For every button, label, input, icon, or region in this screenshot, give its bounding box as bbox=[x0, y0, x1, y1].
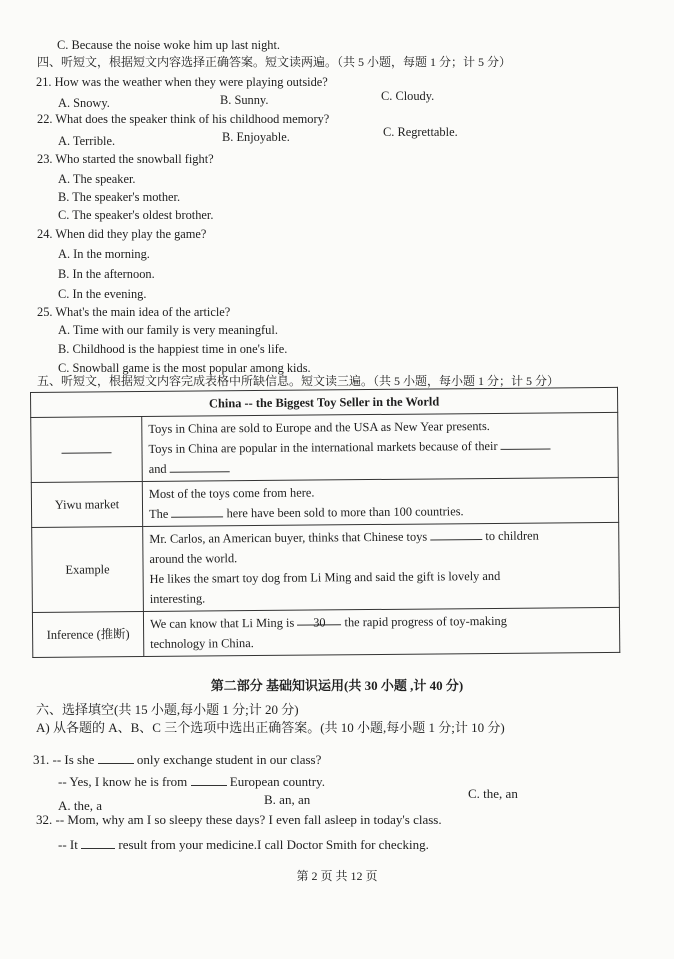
table-row bbox=[32, 522, 620, 612]
question-31-option-c: C. the, an bbox=[468, 786, 518, 801]
question-31-line-1: 31. -- Is she only exchange student in our class? bbox=[33, 752, 322, 767]
question-25: 25. What's the main idea of the article? bbox=[37, 305, 231, 319]
question-24-option-a: A. In the morning. bbox=[58, 247, 150, 261]
cell-text: Toys in China are popular in the international markets because of their bbox=[148, 435, 611, 459]
question-23-option-c: C. The speaker's oldest brother. bbox=[58, 208, 214, 222]
question-22-option-b: B. Enjoyable. bbox=[222, 130, 290, 144]
question-25-option-b: B. Childhood is the happiest time in one's life. bbox=[58, 342, 288, 356]
cell-text: Mr. Carlos, an American buyer, thinks that Chinese toys to children bbox=[149, 528, 539, 546]
question-21-option-b: B. Sunny. bbox=[220, 93, 269, 107]
answer-blank[interactable] bbox=[98, 751, 134, 764]
answer-blank[interactable] bbox=[501, 436, 551, 449]
question-32-line-1: 32. -- Mom, why am I so sleepy these days? I even fall asleep in today's class. bbox=[36, 812, 442, 827]
answer-blank[interactable] bbox=[171, 504, 223, 517]
section-5-header: 五、听短文，根据短文内容完成表格中所缺信息。短文读三遍。（共 5 小题，每小题 1 分；计 5 分） bbox=[37, 374, 560, 388]
section-4-header: 四、听短文，根据短文内容选择正确答案。短文读两遍。（共 5 小题，每题 1 分；计 5 分） bbox=[37, 55, 512, 69]
table-row-label-blank bbox=[31, 417, 143, 483]
table-row bbox=[31, 477, 618, 527]
cell-text: The here have been sold to more than 100 countries. bbox=[149, 504, 464, 521]
table-cell bbox=[142, 477, 618, 526]
question-25-option-c: C. Snowball game is the most popular among kids. bbox=[58, 361, 311, 375]
part-2-title: 第二部分 基础知识运用(共 30 小题 ,计 40 分) bbox=[210, 678, 464, 693]
table-row bbox=[32, 607, 619, 657]
cell-text: We can know that Li Ming is 30 the rapid progress of toy-making bbox=[149, 613, 507, 631]
question-23: 23. Who started the snowball fight? bbox=[37, 152, 214, 166]
question-32-line-2: -- It result from your medicine.I call Doctor Smith for checking. bbox=[58, 837, 429, 852]
question-22-option-a: A. Terrible. bbox=[58, 134, 116, 148]
cell-text: interesting. bbox=[149, 591, 206, 606]
question-22: 22. What does the speaker think of his childhood memory? bbox=[37, 112, 330, 126]
page-footer: 第 2 页 共 12 页 bbox=[296, 869, 378, 883]
question-31-option-a: A. the, a bbox=[58, 798, 103, 813]
toy-seller-table bbox=[30, 387, 620, 658]
question-25-option-a: A. Time with our family is very meaningful. bbox=[58, 323, 278, 337]
question-21-option-a: A. Snowy. bbox=[58, 96, 110, 110]
previous-question-option: C. Because the noise woke him up last night. bbox=[57, 38, 280, 52]
answer-blank-30[interactable] bbox=[297, 612, 341, 630]
table-row-label: Example bbox=[32, 527, 144, 613]
question-24: 24. When did they play the game? bbox=[37, 227, 207, 241]
cell-text: around the world. bbox=[149, 551, 238, 566]
question-23-option-b: B. The speaker's mother. bbox=[58, 190, 181, 204]
section-6-header: 六、选择填空(共 15 小题,每小题 1 分;计 20 分) bbox=[36, 702, 299, 717]
question-24-option-c: C. In the evening. bbox=[58, 287, 147, 301]
cell-text: technology in China. bbox=[150, 636, 254, 651]
answer-blank[interactable] bbox=[430, 527, 482, 540]
cell-text: Most of the toys come from here. bbox=[148, 485, 315, 501]
cell-text: and bbox=[149, 455, 612, 479]
question-23-option-a: A. The speaker. bbox=[58, 172, 136, 186]
question-31-line-2: -- Yes, I know he is from European country. bbox=[58, 774, 325, 789]
question-31-option-b: B. an, an bbox=[264, 792, 311, 807]
answer-blank[interactable] bbox=[170, 459, 230, 473]
table-cell bbox=[142, 412, 619, 481]
table-title: China -- the Biggest Toy Seller in the World bbox=[31, 387, 618, 417]
section-a-header: A) 从各题的 A、B、C 三个选项中选出正确答案。(共 10 小题,每小题 1 分;计 10 分) bbox=[36, 720, 505, 735]
table-row-label: Inference (推断) bbox=[32, 612, 143, 658]
blank-number: 30 bbox=[313, 615, 326, 630]
answer-blank[interactable] bbox=[191, 773, 227, 786]
question-22-option-c: C. Regrettable. bbox=[383, 125, 458, 139]
table-cell bbox=[143, 607, 619, 656]
answer-blank[interactable] bbox=[81, 836, 115, 849]
cell-text: Toys in China are sold to Europe and the USA as New Year presents. bbox=[148, 418, 490, 436]
table-cell bbox=[143, 522, 620, 611]
answer-blank[interactable] bbox=[61, 440, 111, 453]
cell-text: He likes the smart toy dog from Li Ming and said the gift is lovely and bbox=[149, 568, 501, 586]
question-21: 21. How was the weather when they were playing outside? bbox=[36, 75, 328, 89]
table-row-label: Yiwu market bbox=[31, 482, 142, 528]
question-21-option-c: C. Cloudy. bbox=[381, 89, 435, 103]
table-row bbox=[31, 412, 619, 482]
question-24-option-b: B. In the afternoon. bbox=[58, 267, 155, 281]
